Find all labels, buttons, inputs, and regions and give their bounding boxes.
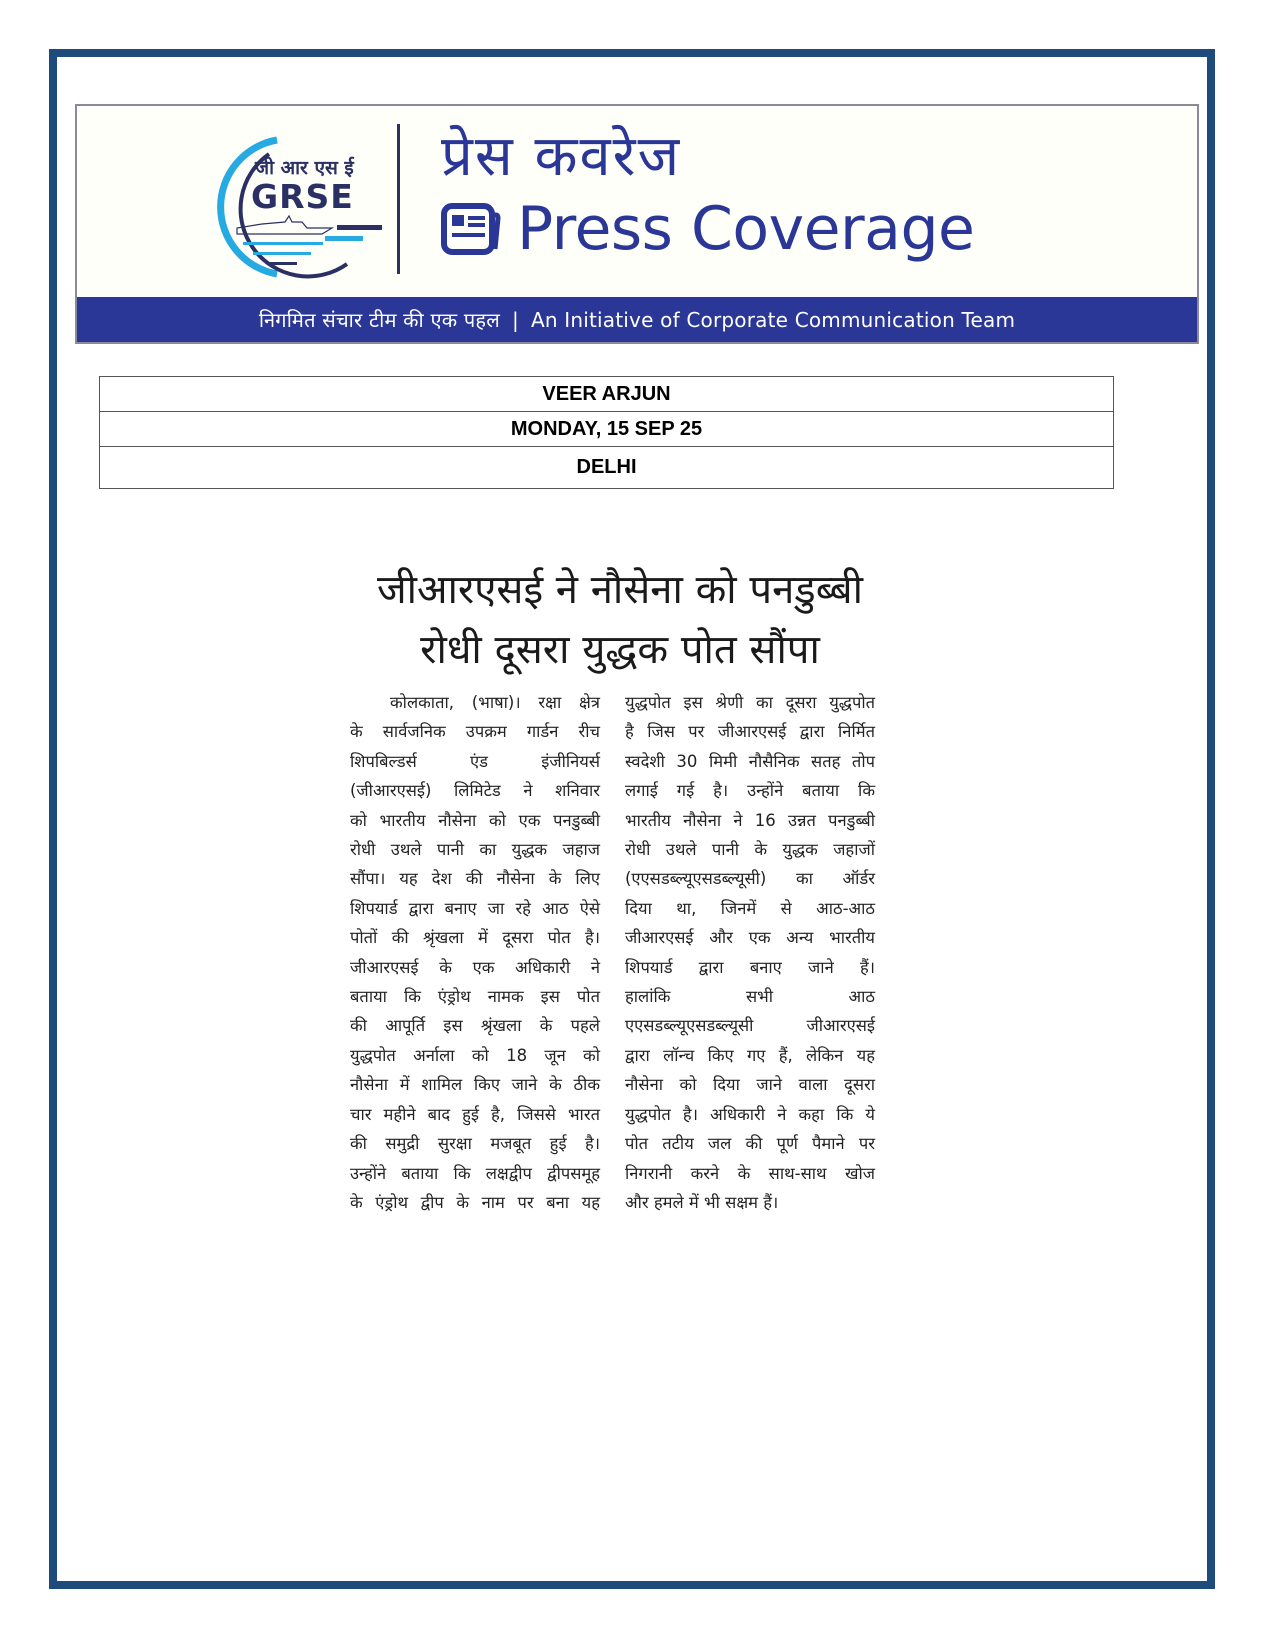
article-line: शिपयार्ड द्वारा बनाए जा रहे आठ ऐसे: [350, 898, 600, 918]
article-line: सौंपा। यह देश की नौसेना के लिए: [350, 869, 600, 889]
article-line: युद्धपोत इस श्रेणी का दूसरा युद्धपोत: [625, 693, 875, 712]
article-line: के सार्वजनिक उपक्रम गार्डन रीच: [350, 722, 600, 742]
publication-edition: DELHI: [576, 456, 637, 478]
article-line: भारतीय नौसेना ने 16 उन्नत पनडुब्बी: [625, 810, 875, 830]
press-coverage-banner: [75, 104, 1199, 344]
article-line: (जीआरएसई) लिमिटेड ने शनिवार: [350, 781, 600, 801]
article-line: निगरानी करने के साथ-साथ खोज: [625, 1163, 875, 1183]
article-line: के एंड्रोथ द्वीप के नाम पर बना यह: [350, 1192, 600, 1212]
banner-divider: [397, 124, 400, 274]
article-line: हालांकि सभी आठ: [625, 987, 875, 1007]
article-line: नौसेना में शामिल किए जाने के ठीक: [350, 1075, 600, 1095]
tagline-hindi: निगमित संचार टीम की एक पहल: [258, 308, 500, 332]
publication-name: VEER ARJUN: [100, 377, 1113, 412]
hindi-title: प्रेस कवरेज: [441, 124, 682, 189]
grse-logo: [207, 132, 377, 282]
english-title-row: [441, 194, 974, 264]
article-column-left: [350, 688, 600, 1217]
logo-bar-navy: [337, 225, 382, 230]
article-line: जीआरएसई के एक अधिकारी ने: [350, 957, 600, 977]
article-line: उन्होंने बताया कि लक्षद्वीप द्वीपसमूह: [350, 1163, 600, 1183]
article-line: की समुद्री सुरक्षा मजबूत हुई है।: [350, 1134, 600, 1154]
article-line: रोधी उथले पानी के युद्धक जहाजों: [625, 840, 875, 860]
article-headline: [340, 560, 900, 680]
article-line: शिपयार्ड द्वारा बनाए जाने हैं।: [625, 957, 875, 977]
tagline-separator: |: [511, 307, 519, 332]
article-line: द्वारा लॉन्च किए गए हैं, लेकिन यह: [625, 1045, 875, 1065]
article-line: (एएसडब्ल्यूएसडब्ल्यूसी) का ऑर्डर: [625, 869, 875, 889]
article-line: लगाई गई है। उन्होंने बताया कि: [625, 781, 875, 801]
article-line: है जिस पर जीआरएसई द्वारा निर्मित: [625, 722, 875, 742]
article-line: रोधी उथले पानी का युद्धक जहाज: [350, 840, 600, 860]
article-line: बताया कि एंड्रोथ नामक इस पोत: [350, 987, 600, 1007]
article-line: और हमले में भी सक्षम हैं।: [625, 1192, 779, 1212]
article-line: जीआरएसई और एक अन्य भारतीय: [625, 928, 875, 948]
logo-grse-text: GRSE: [251, 177, 354, 216]
article-line: चार महीने बाद हुई है, जिससे भारत: [350, 1104, 600, 1124]
banner-tagline-strip: [77, 297, 1197, 342]
article-line: युद्धपोत है। अधिकारी ने कहा कि ये: [625, 1104, 875, 1124]
article-line: पोतों की श्रृंखला में दूसरा पोत है।: [350, 928, 600, 948]
ship-icon: [237, 216, 332, 234]
newspaper-icon: [441, 203, 501, 255]
article-line: शिपबिल्डर्स एंड इंजीनियर्स: [350, 751, 600, 771]
headline-line-2: रोधी दूसरा युद्धक पोत सौंपा: [420, 627, 820, 673]
logo-hindi-text: जी आर एस ई: [255, 157, 354, 179]
article-line: नौसेना को दिया जाने वाला दूसरा: [625, 1075, 875, 1095]
publication-info-table: [99, 376, 1114, 489]
article-line: स्वदेशी 30 मिमी नौसैनिक सतह तोप: [625, 751, 875, 771]
article-line: कोलकाता, (भाषा)। रक्षा क्षेत्र: [390, 693, 600, 712]
article-line: एएसडब्ल्यूएसडब्ल्यूसी जीआरएसई: [625, 1016, 875, 1036]
banner-header: [77, 106, 1197, 299]
article-line: पोत तटीय जल की पूर्ण पैमाने पर: [625, 1134, 875, 1154]
article-line: युद्धपोत अर्नाला को 18 जून को: [350, 1045, 600, 1065]
article-line: की आपूर्ति इस श्रृंखला के पहले: [350, 1016, 600, 1036]
article-line: दिया था, जिनमें से आठ-आठ: [625, 898, 875, 918]
publication-date: MONDAY, 15 SEP 25: [100, 412, 1113, 447]
headline-line-1: जीआरएसई ने नौसेना को पनडुब्बी: [377, 567, 863, 613]
english-title: Press Coverage: [517, 194, 975, 264]
article-line: को भारतीय नौसेना को एक पनडुब्बी: [350, 810, 600, 830]
tagline-english: An Initiative of Corporate Communication Team: [530, 307, 1016, 332]
article-column-right: [625, 688, 875, 1217]
logo-bar-cyan: [325, 236, 363, 241]
